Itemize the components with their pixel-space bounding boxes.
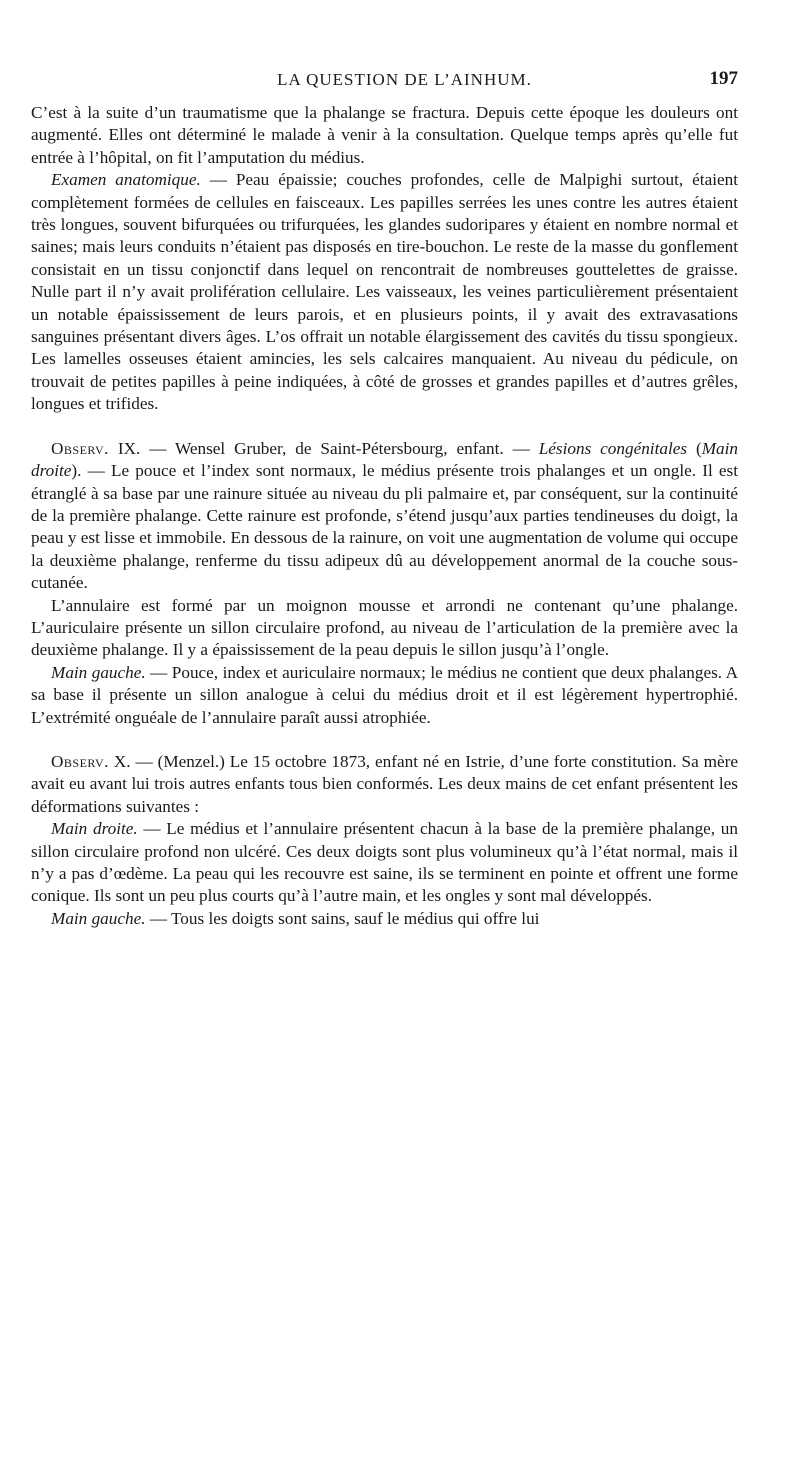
observation-text: ). — Le pouce et l’index sont normaux, le médius présente trois phalanges et un ongle. Il est étranglé à sa base par une rainure située au niveau du pli palmaire et, par conséquent, sur la continuité de la première phalange. Cette rainure est profonde, s’étend jusqu’aux parties tendineuses du doigt, la peau y est lisse et immobile. En dessous de la rainure, on voit une augmentation de volume qui occupe la deuxième phalange, renferme du tissu adipeux dû au développement anormal de la couche sous-cutanée.	[31, 461, 738, 593]
paragraph-anatomical-exam	[31, 169, 738, 415]
observation-10	[31, 751, 738, 818]
document-page	[31, 66, 738, 930]
paragraph-text: — Peau épaissie; couches profondes, celle de Malpighi surtout, étaient complètement formées de cellules en faisceaux. Les papilles serrées les unes contre les autres étaient très longues, souvent bifurquées ou trifurquées, les glandes sudoripares y étaient en nombre normal et saines; mais leurs conduits n’étaient pas disposés en tire-bouchon. Le reste de la masse du gonflement consistait en un tissu conjonctif dans lequel on rencontrait de nombreuses gouttelettes de graisse. Nulle part il n’y avait prolifération cellulaire. Les vaisseaux, les veines particulièrement présentaient un notable épaississement de leurs parois, et en plusieurs points, il y avait des extravasations sanguines présentant divers âges. L’os offrait un notable élargissement des cavités du tissu spongieux. Les lamelles osseuses étaient amincies, les sels calcaires manquaient. Au niveau du pédicule, on trouvait de petites papilles à peine indiquées, à côté de grosses et grandes papilles et d’autres grêles, longues et trifides.	[31, 170, 738, 414]
lesions-heading: Lésions congénitales	[538, 438, 688, 458]
body-text	[31, 102, 738, 930]
hand-heading: Main droite	[31, 438, 738, 481]
paragraph-text: C’est à la suite d’un traumatisme que la phalange se fractura. Depuis cette époque les douleurs ont augmenté. Elles ont déterminé le malade à venir à la consultation. Quelque temps après qu’elle fut entrée à l’hôpital, on fit l’amputation du médius.	[31, 103, 738, 167]
page-number: 197	[709, 68, 738, 89]
paragraph-right-hand-10	[31, 818, 738, 908]
section-lead: Main gauche.	[51, 908, 146, 928]
observation-label: Observ.	[51, 751, 109, 771]
observation-9	[31, 438, 738, 595]
observation-label: Observ.	[51, 438, 109, 458]
running-header	[31, 66, 738, 96]
section-lead: Main droite.	[51, 819, 138, 839]
paren-open: (	[687, 438, 702, 458]
observation-text: X. — (Menzel.) Le 15 octobre 1873, enfant né en Istrie, d’une forte constitution. Sa mère avait eu avant lui trois autres enfants tous bien conformés. Les deux mains de cet enfant présentent les déformations suivantes :	[31, 751, 738, 816]
paragraph-amputation	[31, 102, 738, 169]
section-lead: Examen anatomique.	[51, 170, 201, 190]
paragraph-text: — Tous les doigts sont sains, sauf le médius qui offre lui	[145, 908, 540, 928]
paragraph-text: — Pouce, index et auriculaire normaux; le médius ne contient que deux phalanges. A sa base il présente un sillon analogue à celui du médius droit et il est légèrement hypertrophié. L’extrémité onguéale de l’annulaire paraît aussi atrophiée.	[31, 662, 738, 727]
paragraph-left-hand-10	[31, 908, 738, 930]
paragraph-text: L’annulaire est formé par un moignon mousse et arrondi ne contenant qu’une phalange. L’auriculaire présente un sillon circulaire profond, au niveau de l’articulation de la première avec la deuxième phalange. Il y a épaississement de la peau depuis le sillon jusqu’à l’ongle.	[31, 595, 738, 660]
running-title: LA QUESTION DE L’AINHUM.	[277, 70, 532, 89]
paragraph-text: — Le médius et l’annulaire présentent chacun à la base de la première phalange, un sillon circulaire profond non ulcéré. Ces deux doigts sont plus volumineux qu’à l’état normal, mais il n’y a pas d’œdème. La peau qui les recouvre est saine, ils se terminent en pointe et offrent une forme conique. Ils sont un peu plus courts qu’à l’autre main, et les ongles y sont mal développés.	[31, 819, 738, 906]
paragraph-annulaire	[31, 595, 738, 662]
paragraph-left-hand-9	[31, 662, 738, 729]
section-lead: Main gauche.	[51, 662, 146, 682]
observation-text: IX. — Wensel Gruber, de Saint-Pétersbourg, enfant. —	[108, 438, 539, 458]
